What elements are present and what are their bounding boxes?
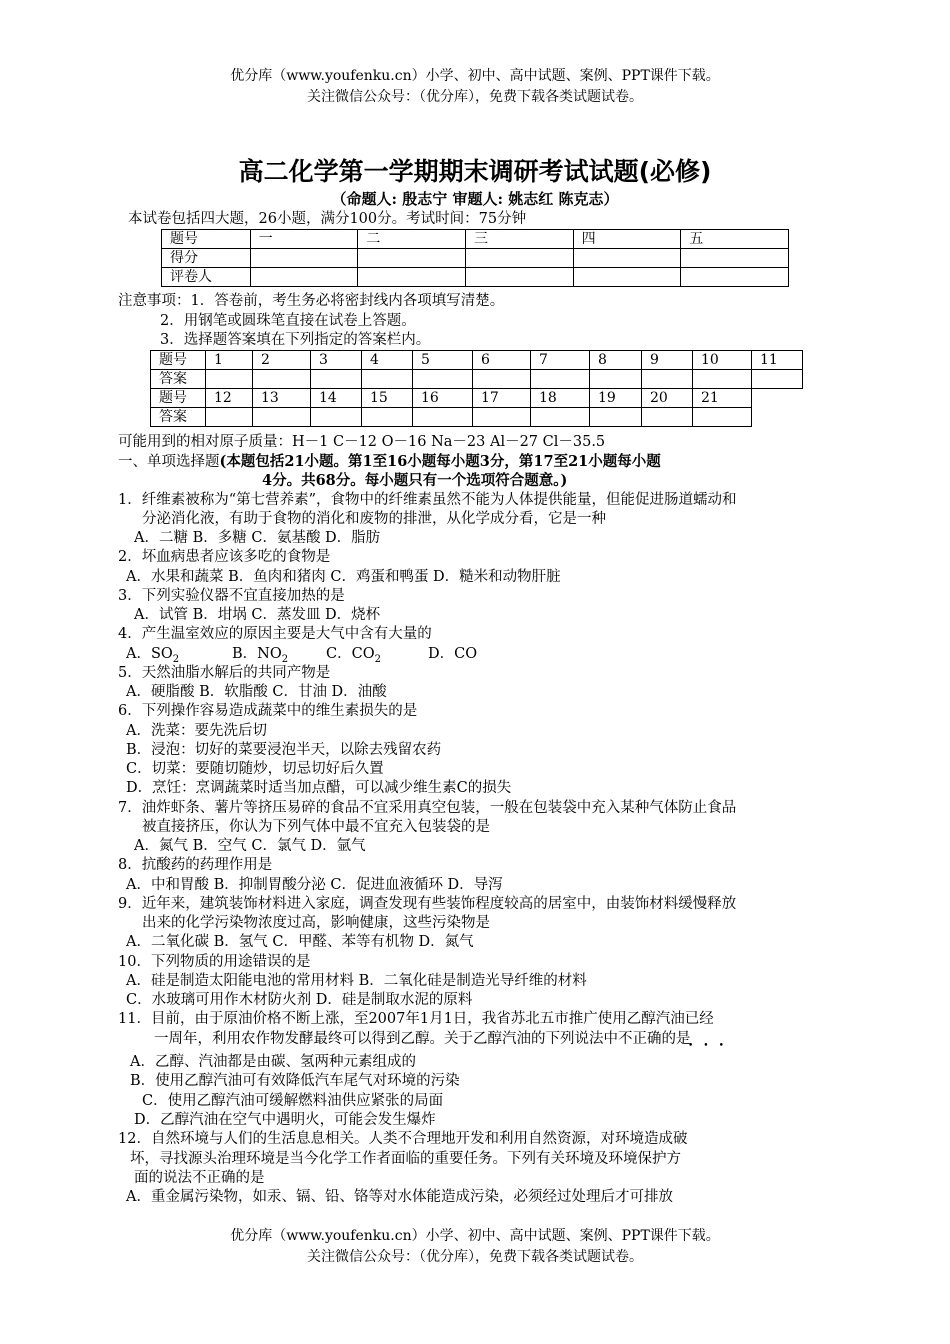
note-2: 2．用钢笔或圆珠笔直接在试卷上答题。 bbox=[160, 313, 416, 329]
q12-option-a: A．重金属污染物，如汞、镉、铅、铬等对水体能造成污染，必须经过处理后才可排放 bbox=[126, 1189, 673, 1205]
q11-stem-2: 一周年，利用农作物发酵最终可以得到乙醇。关于乙醇汽油的下列说法中不正确的是 bbox=[154, 1031, 691, 1047]
note-1: 注意事项：1．答卷前，考生务必将密封线内各项填写清楚。 bbox=[118, 293, 505, 309]
q9-options: A．二氧化碳 B．氢气 C．甲醛、苯等有机物 D．氮气 bbox=[126, 934, 474, 950]
q3-options: A．试管 B．坩埚 C．蒸发皿 D．烧杯 bbox=[134, 607, 381, 623]
score-cell: 评卷人 bbox=[162, 268, 251, 287]
q4-option-d: D．CO bbox=[428, 646, 478, 662]
q6-option-d: D．烹饪：烹调蔬菜时适当加点醋，可以减少维生素C的损失 bbox=[126, 780, 512, 796]
answer-cell: 21 bbox=[693, 389, 752, 408]
answer-cell: 8 bbox=[590, 351, 642, 370]
header-line-2: 关注微信公众号：（优分库），免费下载各类试题试卷。 bbox=[307, 89, 643, 105]
score-input-cell[interactable] bbox=[681, 249, 789, 268]
footer-line-1: 优分库（www.youfenku.cn）小学、初中、高中试题、案例、PPT课件下载。 bbox=[230, 1228, 720, 1244]
empty-cell bbox=[752, 408, 803, 427]
q4-b-sub: 2 bbox=[281, 653, 289, 665]
q12-stem-2: 坏，寻找源头治理环境是当今化学工作者面临的重要任务。下列有关环境及环境保护方 bbox=[130, 1151, 681, 1167]
answer-cell: 18 bbox=[531, 389, 590, 408]
answer-input-cell[interactable] bbox=[253, 408, 311, 427]
score-input-cell[interactable] bbox=[358, 249, 466, 268]
answer-cell: 16 bbox=[413, 389, 473, 408]
answer-input-cell[interactable] bbox=[693, 370, 752, 389]
answer-input-cell[interactable] bbox=[413, 370, 473, 389]
answer-input-cell[interactable] bbox=[206, 370, 253, 389]
exam-authors: （命题人: 殷志宁 审题人: 姚志红 陈克志） bbox=[331, 190, 619, 208]
q10-options-cd: C．水玻璃可用作木材防火剂 D．硅是制取水泥的原料 bbox=[126, 992, 473, 1008]
section-1-heading bbox=[118, 452, 661, 472]
q4-c-text: C．CO bbox=[326, 646, 375, 662]
q6-option-c: C．切菜：要随切随炒，切忌切好后久置 bbox=[126, 761, 384, 777]
answer-cell: 20 bbox=[642, 389, 693, 408]
q5-options: A．硬脂酸 B．软脂酸 C．甘油 D．油酸 bbox=[126, 684, 387, 700]
score-cell: 得分 bbox=[162, 249, 251, 268]
q11-emphasis-dots: ••• bbox=[688, 1041, 734, 1051]
answer-cell: 题号 bbox=[151, 351, 206, 370]
q6-option-a: A．洗菜：要先洗后切 bbox=[126, 723, 267, 739]
answer-cell: 6 bbox=[473, 351, 531, 370]
page-header bbox=[0, 66, 950, 108]
score-cell: 五 bbox=[681, 230, 789, 249]
q4-stem: 4．产生温室效应的原因主要是大气中含有大量的 bbox=[118, 626, 432, 642]
answer-input-cell[interactable] bbox=[473, 408, 531, 427]
footer-line-2: 关注微信公众号：（优分库），免费下载各类试题试卷。 bbox=[307, 1249, 643, 1265]
q12-stem-1: 12．自然环境与人们的生活息息相关。人类不合理地开发和利用自然资源，对环境造成破 bbox=[118, 1131, 688, 1147]
answer-input-cell[interactable] bbox=[362, 408, 413, 427]
q4-a-sub: 2 bbox=[172, 653, 180, 665]
answer-cell: 14 bbox=[311, 389, 362, 408]
score-cell: 三 bbox=[466, 230, 574, 249]
answer-table-row bbox=[151, 370, 803, 389]
q10-stem: 10．下列物质的用途错误的是 bbox=[118, 954, 311, 970]
page-footer bbox=[0, 1226, 950, 1268]
atomic-masses: 可能用到的相对原子质量：H－1 C－12 O－16 Na－23 Al－27 Cl－35.5 bbox=[118, 434, 606, 450]
q4-b-text: B．NO bbox=[232, 646, 282, 662]
q2-stem: 2．坏血病患者应该多吃的食物是 bbox=[118, 549, 331, 565]
score-table-row bbox=[162, 268, 789, 287]
q11-option-d: D．乙醇汽油在空气中遇明火，可能会发生爆炸 bbox=[134, 1112, 436, 1128]
answer-table-row bbox=[151, 408, 803, 427]
empty-cell bbox=[752, 389, 803, 408]
grader-input-cell[interactable] bbox=[681, 268, 789, 287]
score-table-row bbox=[162, 230, 789, 249]
q6-stem: 6．下列操作容易造成蔬菜中的维生素损失的是 bbox=[118, 703, 418, 719]
q1-options: A．二糖 B．多糖 C．氨基酸 D．脂肪 bbox=[134, 530, 381, 546]
answer-input-cell[interactable] bbox=[590, 408, 642, 427]
answer-cell: 2 bbox=[253, 351, 311, 370]
answer-input-cell[interactable] bbox=[311, 370, 362, 389]
q3-stem: 3．下列实验仪器不宜直接加热的是 bbox=[118, 588, 345, 604]
exam-intro: 本试卷包括四大题，26小题，满分100分。考试时间：75分钟 bbox=[128, 211, 527, 227]
answer-cell: 答案 bbox=[151, 370, 206, 389]
answer-cell: 7 bbox=[531, 351, 590, 370]
q12-stem-3: 面的说法不正确的是 bbox=[134, 1170, 265, 1186]
exam-title: 高二化学第一学期期末调研考试试题(必修) bbox=[238, 157, 712, 186]
answer-cell: 17 bbox=[473, 389, 531, 408]
q11-stem-1: 11．目前，由于原油价格不断上涨，至2007年1月1日，我省苏北五市推广使用乙醇汽油已经 bbox=[118, 1011, 714, 1027]
q4-c-sub: 2 bbox=[374, 653, 381, 665]
answer-input-cell[interactable] bbox=[413, 408, 473, 427]
answer-input-cell[interactable] bbox=[642, 408, 693, 427]
q1-stem-1: 1．纤维素被称为“第七营养素”，食物中的纤维素虽然不能为人体提供能量，但能促进肠道蠕动和 bbox=[118, 492, 737, 508]
section-1-line-2: 4分。共68分。每小题只有一个选项符合题意。) bbox=[262, 472, 568, 489]
answer-input-cell[interactable] bbox=[590, 370, 642, 389]
answer-input-cell[interactable] bbox=[531, 370, 590, 389]
score-table bbox=[161, 229, 789, 287]
answer-table-row bbox=[151, 351, 803, 370]
q11-option-a: A．乙醇、汽油都是由碳、氢两种元素组成的 bbox=[130, 1054, 416, 1070]
answer-input-cell[interactable] bbox=[531, 408, 590, 427]
q6-option-b: B．浸泡：切好的菜要浸泡半天，以除去残留农药 bbox=[126, 742, 442, 758]
q11-option-c: C．使用乙醇汽油可缓解燃料油供应紧张的局面 bbox=[142, 1093, 444, 1109]
q8-options: A．中和胃酸 B．抑制胃酸分泌 C．促进血液循环 D．导泻 bbox=[126, 877, 503, 893]
answer-cell: 19 bbox=[590, 389, 642, 408]
answer-input-cell[interactable] bbox=[752, 370, 803, 389]
grader-input-cell[interactable] bbox=[250, 268, 358, 287]
answer-cell: 1 bbox=[206, 351, 253, 370]
q2-options: A．水果和蔬菜 B．鱼肉和猪肉 C．鸡蛋和鸭蛋 D．糙米和动物肝脏 bbox=[126, 569, 561, 585]
answer-cell: 答案 bbox=[151, 408, 206, 427]
score-table-row bbox=[162, 249, 789, 268]
answer-input-cell[interactable] bbox=[253, 370, 311, 389]
q1-stem-2: 分泌消化液，有助于食物的消化和废物的排泄，从化学成分看，它是一种 bbox=[142, 511, 606, 527]
answer-input-cell[interactable] bbox=[206, 408, 253, 427]
score-cell: 二 bbox=[358, 230, 466, 249]
score-input-cell[interactable] bbox=[573, 249, 681, 268]
answer-input-cell[interactable] bbox=[362, 370, 413, 389]
answer-table-row bbox=[151, 389, 803, 408]
answer-input-cell[interactable] bbox=[473, 370, 531, 389]
q9-stem-1: 9．近年来，建筑装饰材料进入家庭，调查发现有些装饰程度较高的居室中，由装饰材料缓慢释放 bbox=[118, 896, 737, 912]
q8-stem: 8．抗酸药的药理作用是 bbox=[118, 857, 273, 873]
answer-cell: 3 bbox=[311, 351, 362, 370]
answer-cell: 9 bbox=[642, 351, 693, 370]
answer-cell: 13 bbox=[253, 389, 311, 408]
header-line-1: 优分库（www.youfenku.cn）小学、初中、高中试题、案例、PPT课件下载。 bbox=[230, 68, 720, 84]
grader-input-cell[interactable] bbox=[573, 268, 681, 287]
q5-stem: 5．天然油脂水解后的共同产物是 bbox=[118, 665, 331, 681]
score-input-cell[interactable] bbox=[250, 249, 358, 268]
section-1-rest: (本题包括21小题。第1至16小题每小题3分，第17至21小题每小题 bbox=[219, 453, 661, 470]
answer-table bbox=[150, 350, 803, 427]
answer-cell: 10 bbox=[693, 351, 752, 370]
q7-stem-2: 被直接挤压，你认为下列气体中最不宜充入包装袋的是 bbox=[142, 819, 490, 835]
q4-option-c bbox=[326, 645, 381, 669]
q7-options: A．氮气 B．空气 C．氯气 D．氩气 bbox=[134, 838, 366, 854]
q10-options-ab: A．硅是制造太阳能电池的常用材料 B．二氧化硅是制造光导纤维的材料 bbox=[126, 973, 587, 989]
grader-input-cell[interactable] bbox=[358, 268, 466, 287]
answer-cell: 5 bbox=[413, 351, 473, 370]
grader-input-cell[interactable] bbox=[466, 268, 574, 287]
answer-cell: 12 bbox=[206, 389, 253, 408]
section-1-prefix: 一、单项选择题 bbox=[118, 454, 220, 470]
note-3: 3．选择题答案填在下列指定的答案栏内。 bbox=[160, 332, 431, 348]
answer-cell: 4 bbox=[362, 351, 413, 370]
answer-input-cell[interactable] bbox=[693, 408, 752, 427]
q7-stem-1: 7．油炸虾条、薯片等挤压易碎的食品不宜采用真空包装，一般在包装袋中充入某种气体防止食品 bbox=[118, 800, 737, 816]
answer-cell: 题号 bbox=[151, 389, 206, 408]
q9-stem-2: 出来的化学污染物浓度过高，影响健康，这些污染物是 bbox=[142, 915, 490, 931]
answer-input-cell[interactable] bbox=[642, 370, 693, 389]
score-cell: 一 bbox=[250, 230, 358, 249]
score-cell: 题号 bbox=[162, 230, 251, 249]
score-input-cell[interactable] bbox=[466, 249, 574, 268]
q4-a-text: A．SO bbox=[126, 646, 173, 662]
answer-cell: 11 bbox=[752, 351, 803, 370]
answer-input-cell[interactable] bbox=[311, 408, 362, 427]
answer-cell: 15 bbox=[362, 389, 413, 408]
q11-option-b: B．使用乙醇汽油可有效降低汽车尾气对环境的污染 bbox=[130, 1073, 460, 1089]
score-cell: 四 bbox=[573, 230, 681, 249]
